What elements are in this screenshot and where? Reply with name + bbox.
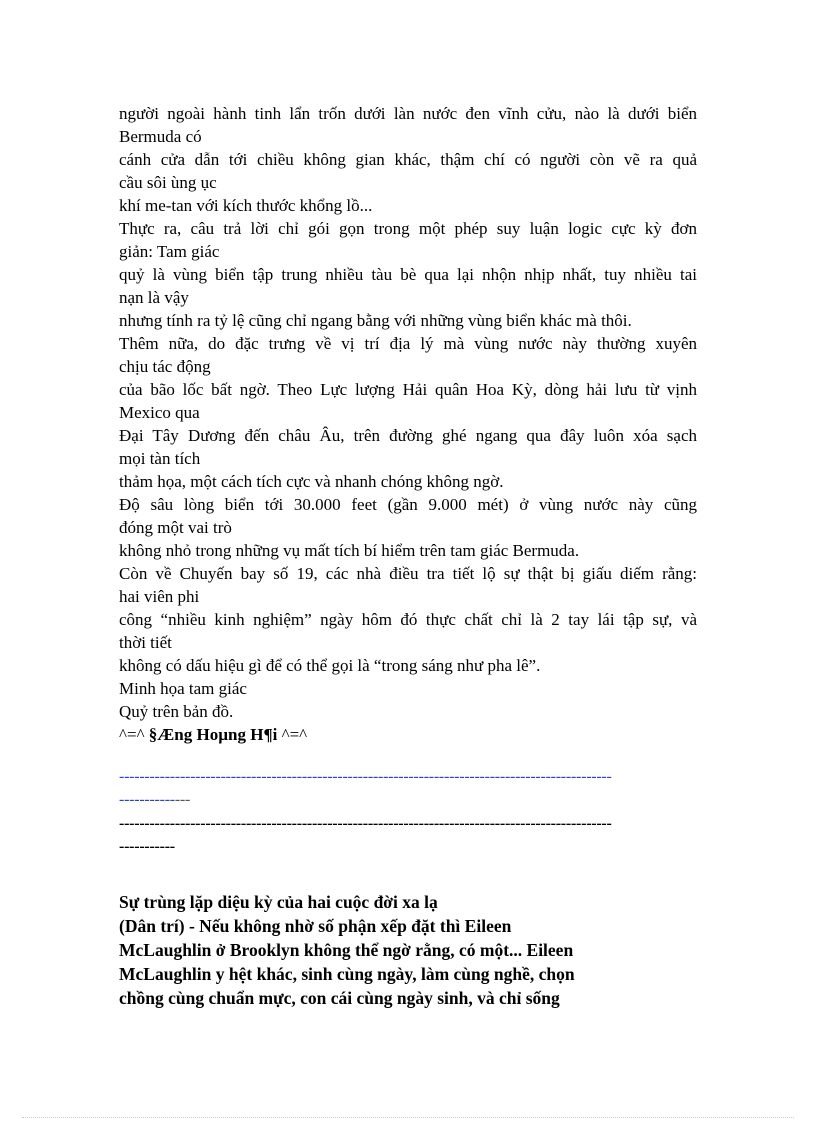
- body-line: Bermuda có: [119, 127, 202, 146]
- body-line: thời tiết: [119, 633, 172, 652]
- article-line: chồng cùng chuẩn mực, con cái cùng ngày sinh, và chỉ sống: [119, 988, 560, 1008]
- body-line: mọi tàn tích: [119, 449, 201, 468]
- body-line: Mexico qua: [119, 403, 200, 422]
- article-line: McLaughlin ở Brooklyn không thể ngờ rằng, có một... Eileen: [119, 940, 574, 960]
- body-line: công “nhiều kinh nghiệm” ngày hôm đó thực chất chỉ là 2 tay lái tập sự, và: [119, 610, 697, 629]
- body-line: người ngoài hành tinh lẩn trốn dưới làn nước đen vĩnh cửu, nào là dưới biển: [119, 104, 697, 123]
- document-body: [119, 102, 697, 746]
- article-intro: [119, 890, 639, 1010]
- signature-prefix: ^=^: [119, 725, 149, 744]
- body-line: cánh cửa dẫn tới chiều không gian khác, thậm chí có người còn vẽ ra quả: [119, 150, 697, 169]
- body-line: Quỷ trên bản đồ.: [119, 702, 234, 721]
- black-separator-line-2: -----------: [119, 838, 175, 855]
- body-line: thảm họa, một cách tích cực và nhanh chóng không ngờ.: [119, 472, 504, 491]
- body-line: Còn về Chuyến bay số 19, các nhà điều tra tiết lộ sự thật bị giấu diếm rằng:: [119, 564, 697, 583]
- body-line: cầu sôi ùng ục: [119, 173, 217, 192]
- author-signature: [119, 723, 697, 746]
- body-line: Độ sâu lòng biển tới 30.000 feet (gần 9.000 mét) ở vùng nước này cũng: [119, 495, 697, 514]
- body-line: Thêm nữa, do đặc trưng về vị trí địa lý mà vùng nước này thường xuyên: [119, 334, 697, 353]
- black-separator-line: -------------------------------------------------------------------------------------------------: [119, 815, 612, 832]
- body-line: chịu tác động: [119, 357, 211, 376]
- body-line: hai viên phi: [119, 587, 200, 606]
- gray-separator-tail: ---: [174, 791, 191, 808]
- black-separator: [119, 812, 612, 858]
- body-line: không nhỏ trong những vụ mất tích bí hiểm trên tam giác Bermuda.: [119, 541, 580, 560]
- body-line: giản: Tam giác: [119, 242, 220, 261]
- blue-separator-line-2: [119, 788, 612, 811]
- signature-name: §Æng Hoµng H¶i: [148, 725, 278, 744]
- article-line: McLaughlin y hệt khác, sinh cùng ngày, làm cùng nghề, chọn: [119, 964, 575, 984]
- article-title: Sự trùng lặp diệu kỳ của hai cuộc đời xa lạ: [119, 892, 438, 912]
- body-line: của bão lốc bất ngờ. Theo Lực lượng Hải quân Hoa Kỳ, dòng hải lưu từ vịnh: [119, 380, 697, 399]
- body-line: Đại Tây Dương đến châu Âu, trên đường ghé ngang qua đây luôn xóa sạch: [119, 426, 697, 445]
- body-line: quỷ là vùng biển tập trung nhiều tàu bè qua lại nhộn nhịp nhất, tuy nhiều tai: [119, 265, 697, 284]
- body-line: không có dấu hiệu gì để có thể gọi là “trong sáng như pha lê”.: [119, 656, 541, 675]
- body-line: nhưng tính ra tỷ lệ cũng chỉ ngang bằng với những vùng biển khác mà thôi.: [119, 311, 632, 330]
- body-line: đóng một vai trò: [119, 518, 232, 537]
- body-line: Minh họa tam giác: [119, 679, 247, 698]
- article-line: (Dân trí) - Nếu không nhờ số phận xếp đặt thì Eileen: [119, 916, 512, 936]
- body-line: nạn là vậy: [119, 288, 189, 307]
- signature-suffix: ^=^: [277, 725, 308, 744]
- blue-separator: [119, 765, 612, 811]
- body-line: khí me-tan với kích thước khổng lồ...: [119, 196, 373, 215]
- body-line: Thực ra, câu trả lời chỉ gói gọn trong một phép suy luận logic cực kỳ đơn: [119, 219, 697, 238]
- blue-separator-tail: -----------: [119, 791, 175, 808]
- page-bottom-border: [22, 1117, 794, 1118]
- blue-separator-line: -------------------------------------------------------------------------------------------------: [119, 768, 612, 785]
